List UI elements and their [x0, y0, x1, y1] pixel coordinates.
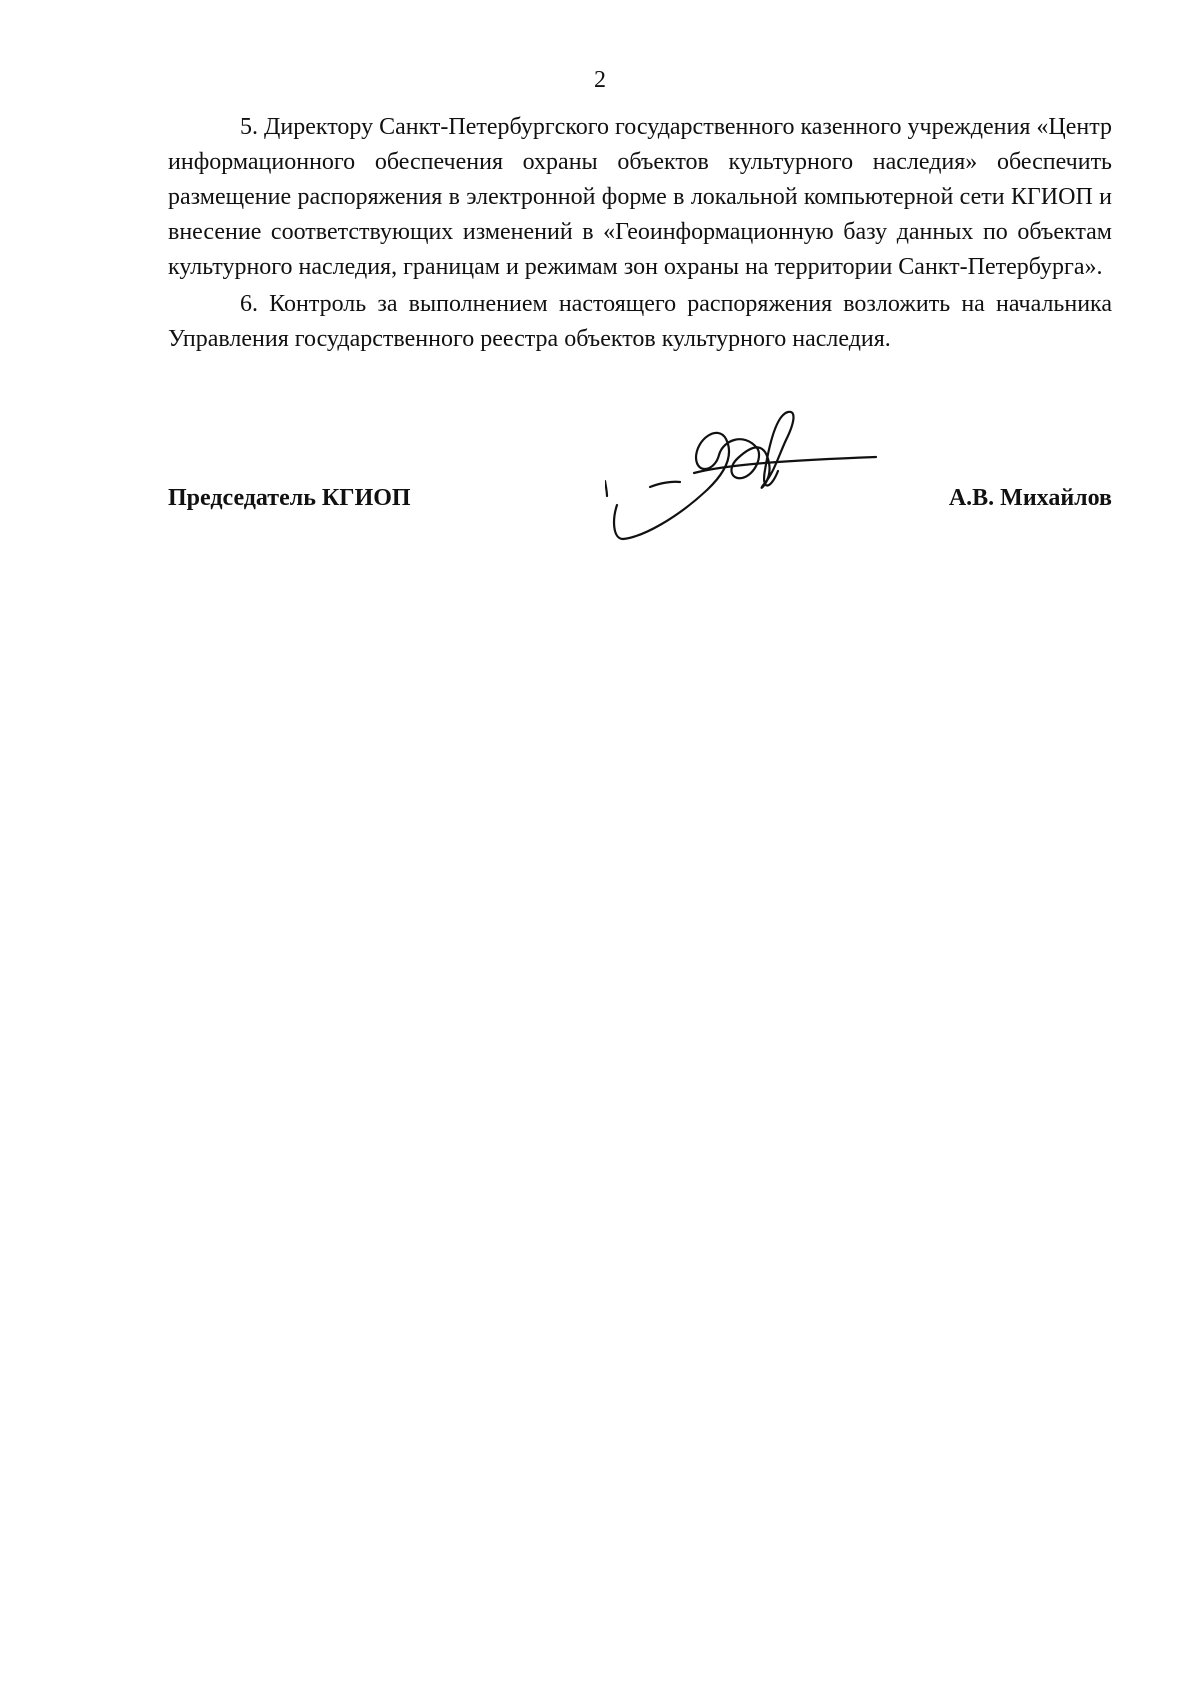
paragraph-5 — [168, 110, 1112, 285]
paragraph-6-number: 6. — [240, 291, 258, 317]
handwritten-signature-icon — [605, 400, 880, 550]
document-body — [168, 110, 1112, 357]
paragraph-5-number: 5. — [240, 114, 258, 140]
paragraph-6-text: Контроль за выполнением настоящего распоряжения возложить на начальника Управления государственного реестра объектов культурного наследия. — [168, 291, 1113, 352]
paragraph-6 — [168, 287, 1112, 357]
paragraph-5-text: Директору Санкт-Петербургского государственного казенного учреждения «Центр информационного обеспечения охраны объектов культурного наследия» обеспечить размещение распоряжения в электронной форме в локальной компьютерной сети КГИОП и внесение соответствующих изменений в «Геоинформационную базу данных по объектам культурного наследия, границам и режимам зон охраны на территории Санкт-Петербурга». — [168, 114, 1113, 280]
signer-title: Председатель КГИОП — [168, 485, 411, 511]
page-number: 2 — [594, 67, 606, 93]
signer-name: А.В. Михайлов — [948, 485, 1112, 511]
